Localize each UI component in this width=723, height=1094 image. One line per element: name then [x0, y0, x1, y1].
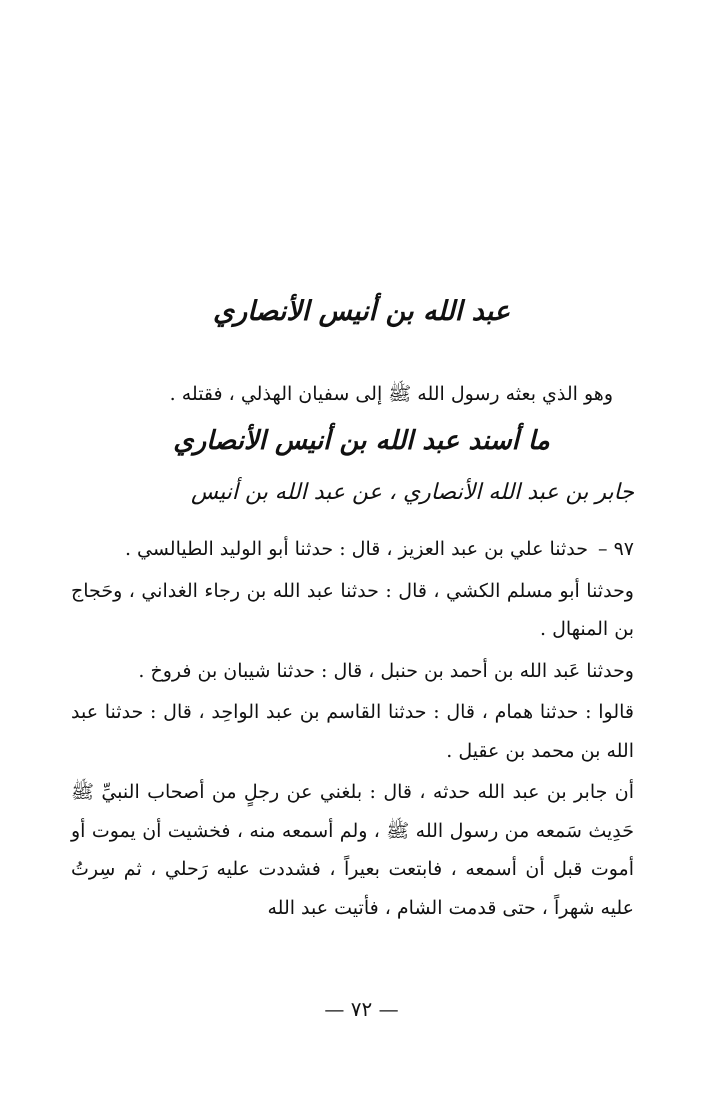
section-title: عبد الله بن أنيس الأنصاري	[212, 296, 511, 327]
paragraph-text: قالوا : حدثنا همام ، قال : حدثنا القاسم بن عبد الواحِد ، قال : حدثنا عبد الله بن محمد بن عقيل .	[71, 701, 634, 762]
narration-chain-heading: جابر بن عبد الله الأنصاري ، عن عبد الله بن أنيس	[191, 480, 634, 505]
section-subtitle: ما أسند عبد الله بن أنيس الأنصاري	[173, 426, 550, 456]
paragraph	[71, 652, 634, 691]
paragraph	[71, 773, 634, 927]
paragraph-text: حدثنا علي بن عبد العزيز ، قال : حدثنا أبو الوليد الطيالسي .	[124, 538, 588, 560]
paragraph	[71, 530, 634, 569]
paragraph-text: أن جابر بن عبد الله حدثه ، قال : بلغني عن رجلٍ من أصحاب النبيِّ ﷺ حَدِيث سَمعه من رسول الله ﷺ ، ولم أسمعه منه ، فخشيت أن يموت أو أموت قبل أن أسمعه ، فابتعت بعيراً ، فشددت عليه رَحلي ، ثم سِرتُ عليه شهراً ، حتى قدمت الشام ، فأتيت عبد الله	[71, 781, 634, 919]
paragraph-text: وحدثنا عَبد الله بن أحمد بن حنبل ، قال : حدثنا شيبان بن فروخ .	[138, 659, 634, 682]
paragraph	[71, 572, 634, 649]
hadith-number: ٩٧ –	[598, 538, 634, 560]
page-number: — ٧٢ —	[324, 997, 399, 1021]
paragraph-text: وحدثنا أبو مسلم الكشي ، قال : حدثنا عبد الله بن رجاء الغداني ، وحَجاج بن المنهال .	[71, 579, 634, 640]
hadith-body	[71, 530, 634, 927]
intro-text: وهو الذي بعثه رسول الله ﷺ إلى سفيان الهذلي ، فقتله .	[169, 383, 613, 405]
paragraph	[71, 693, 634, 770]
